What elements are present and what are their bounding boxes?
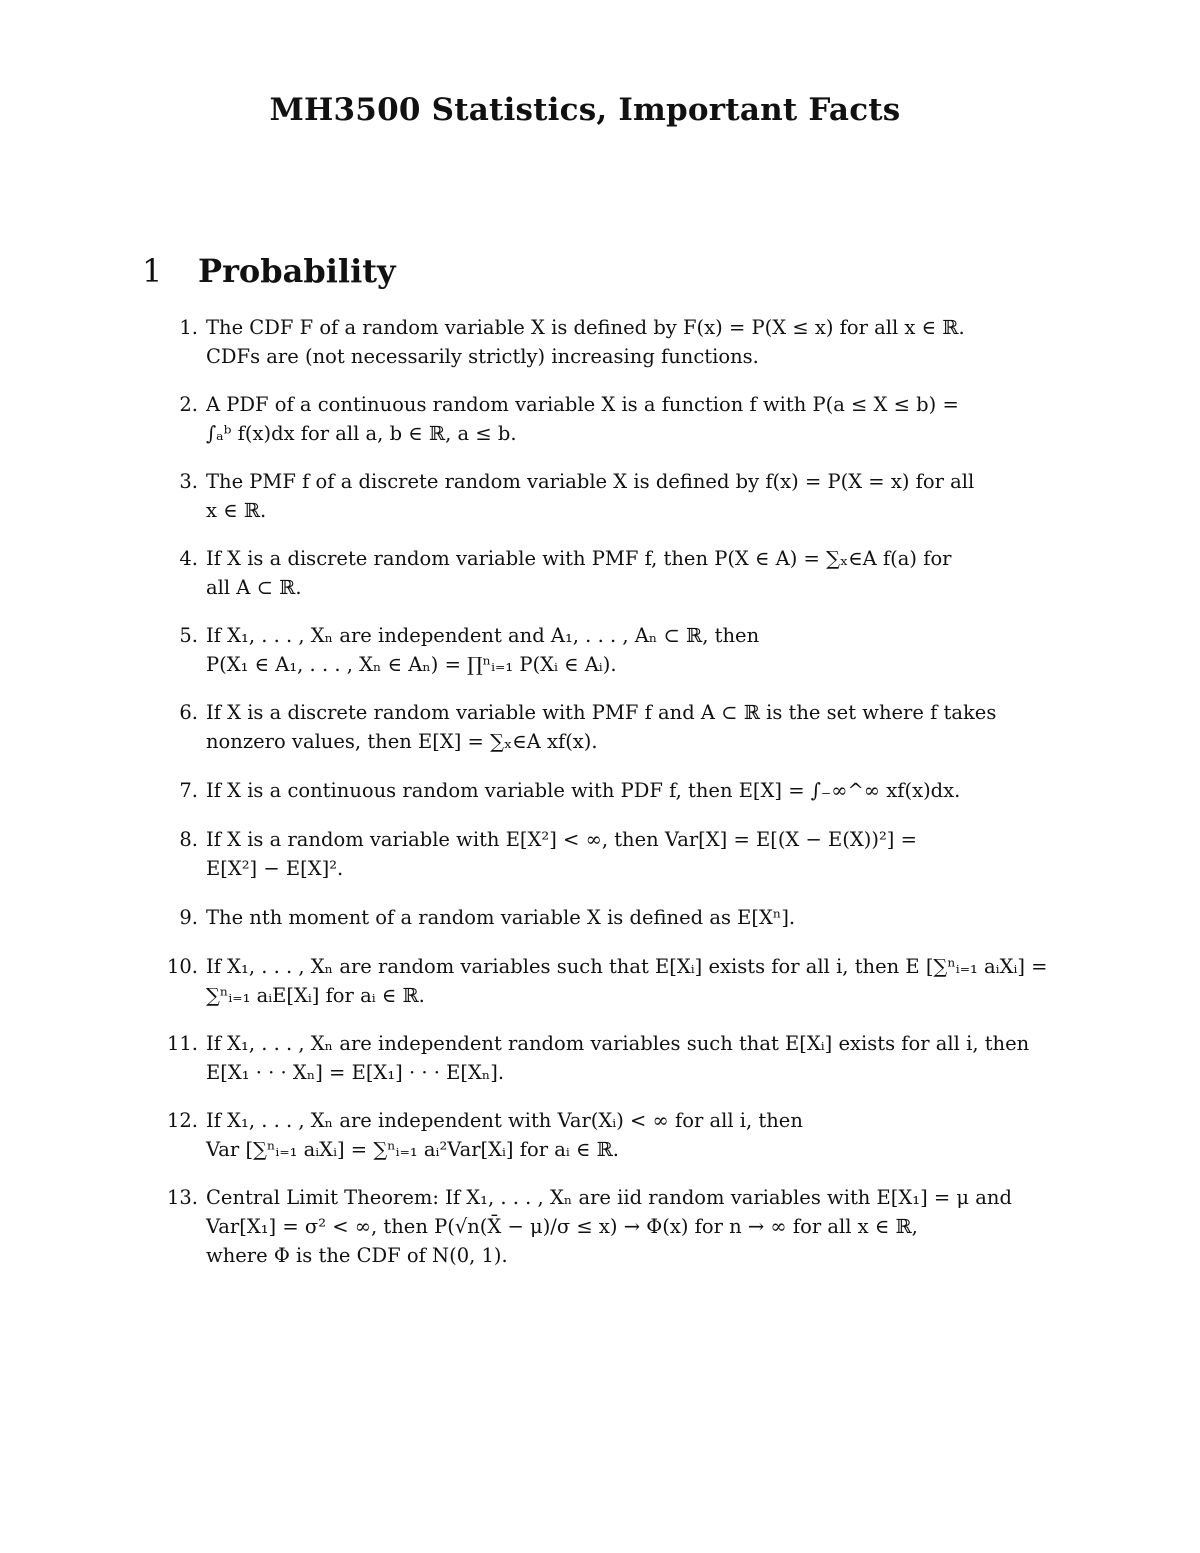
fact-line: E[X₁ · · · Xₙ] = E[X₁] · · · E[Xₙ]. [206,1061,505,1084]
fact-line: A PDF of a continuous random variable X is a function f with P(a ≤ X ≤ b) = [206,393,959,416]
fact-line: CDFs are (not necessarily strictly) increasing functions. [206,345,759,368]
fact-number: 13. [166,1186,198,1209]
fact-line: x ∈ ℝ. [206,499,267,522]
fact-line: nonzero values, then E[X] = ∑ₓ∈A xf(x). [206,730,598,753]
fact-text [206,467,1035,525]
fact-number: 8. [179,828,198,851]
fact-text [206,825,1035,883]
fact-text [206,1183,1035,1270]
fact-number: 10. [166,955,198,978]
fact-line: ∫ₐᵇ f(x)dx for all a, b ∈ ℝ, a ≤ b. [206,422,517,445]
fact-line: The PMF f of a discrete random variable X is defined by f(x) = P(X = x) for all [206,470,975,493]
fact-item [150,313,1035,371]
fact-line: Var[X₁] = σ² < ∞, then P(√n(X̄ − μ)/σ ≤ x) → Φ(x) for n → ∞ for all x ∈ ℝ, [206,1215,918,1238]
document-title: MH3500 Statistics, Important Facts [269,92,901,128]
fact-number: 9. [179,906,198,929]
fact-item [150,825,1035,883]
fact-item [150,390,1035,448]
fact-line: The nth moment of a random variable X is defined as E[Xⁿ]. [206,906,796,929]
fact-text [206,621,1035,679]
fact-line: ∑ⁿᵢ₌₁ aᵢE[Xᵢ] for aᵢ ∈ ℝ. [206,984,425,1007]
facts-list [150,313,1048,1270]
fact-line: Central Limit Theorem: If X₁, . . . , Xₙ are iid random variables with E[X₁] = μ and [206,1186,1012,1209]
fact-line: P(X₁ ∈ A₁, . . . , Xₙ ∈ Aₙ) = ∏ⁿᵢ₌₁ P(Xᵢ ∈ Aᵢ). [206,653,617,676]
fact-line: where Φ is the CDF of N(0, 1). [206,1244,508,1267]
fact-line: If X is a discrete random variable with PMF f, then P(X ∈ A) = ∑ₓ∈A f(a) for [206,547,952,570]
fact-number: 11. [166,1032,198,1055]
fact-item [150,1029,1035,1087]
fact-number: 12. [166,1109,198,1132]
fact-number: 5. [179,624,198,647]
fact-number: 1. [179,316,198,339]
fact-number: 7. [179,779,198,802]
fact-item [150,621,1035,679]
fact-number: 6. [179,701,198,724]
fact-item [150,776,1035,805]
fact-number: 3. [179,470,198,493]
fact-item [150,1106,1035,1164]
fact-line: If X₁, . . . , Xₙ are random variables such that E[Xᵢ] exists for all i, then E [∑ⁿᵢ₌₁ aᵢXᵢ] = [206,955,1048,978]
section-title: Probability [198,252,396,290]
fact-line: If X₁, . . . , Xₙ are independent with Var(Xᵢ) < ∞ for all i, then [206,1109,803,1132]
fact-item [150,1183,1035,1270]
fact-number: 2. [179,393,198,416]
fact-item [150,903,1035,932]
section-heading [142,252,396,290]
fact-item [150,544,1035,602]
fact-line: If X₁, . . . , Xₙ are independent and A₁, . . . , Aₙ ⊂ ℝ, then [206,624,760,647]
fact-text [206,776,1035,805]
fact-line: If X is a continuous random variable with PDF f, then E[X] = ∫₋∞^∞ xf(x)dx. [206,779,961,802]
fact-line: If X is a discrete random variable with PMF f and A ⊂ ℝ is the set where f takes [206,701,997,724]
fact-line: The CDF F of a random variable X is defined by F(x) = P(X ≤ x) for all x ∈ ℝ. [206,316,965,339]
section-number: 1 [142,252,163,290]
fact-text [206,544,1035,602]
fact-text [206,1106,1035,1164]
fact-number: 4. [179,547,198,570]
fact-item [150,952,1048,1010]
fact-text [206,903,1035,932]
fact-item [150,698,1035,756]
fact-text [206,952,1048,1010]
fact-line: If X is a random variable with E[X²] < ∞, then Var[X] = E[(X − E(X))²] = [206,828,917,851]
fact-text [206,390,1035,448]
fact-item [150,467,1035,525]
fact-line: all A ⊂ ℝ. [206,576,302,599]
fact-text [206,313,1035,371]
fact-text [206,698,1035,756]
fact-text [206,1029,1035,1087]
fact-line: If X₁, . . . , Xₙ are independent random variables such that E[Xᵢ] exists for all i, then [206,1032,1030,1055]
fact-line: E[X²] − E[X]². [206,857,344,880]
fact-line: Var [∑ⁿᵢ₌₁ aᵢXᵢ] = ∑ⁿᵢ₌₁ aᵢ²Var[Xᵢ] for aᵢ ∈ ℝ. [206,1138,620,1161]
